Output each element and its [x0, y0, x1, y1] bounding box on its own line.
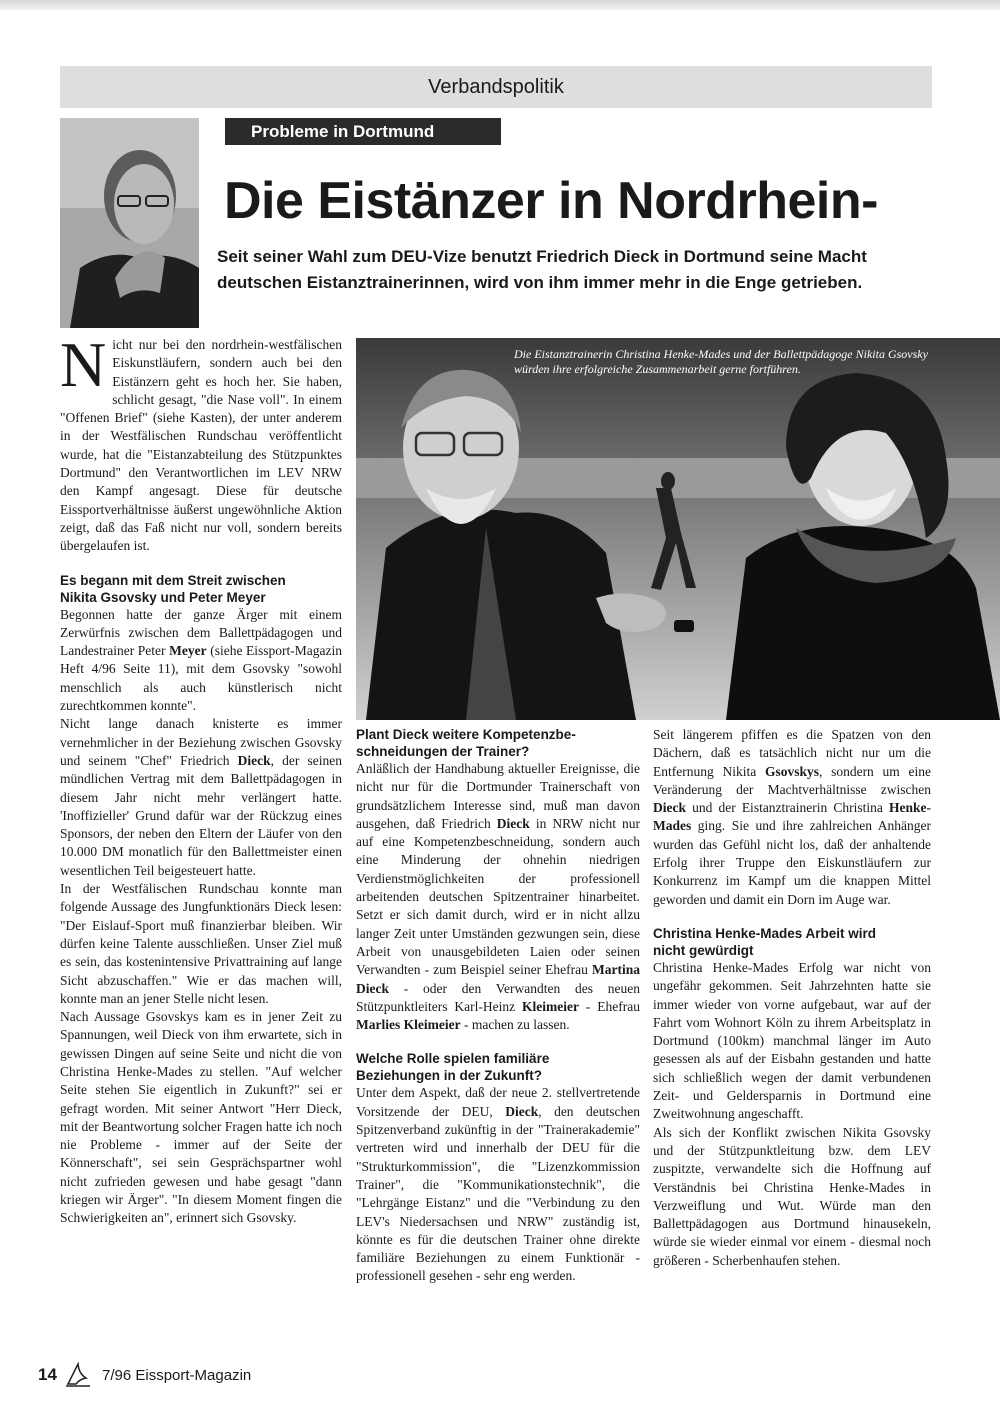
body-text: und der Eistanztrainerin Christina: [686, 800, 889, 816]
body-paragraph: [60, 606, 342, 716]
subheading-line: Nikita Gsovsky und Peter Meyer: [60, 589, 266, 605]
body-paragraph: [60, 715, 342, 880]
eissport-logo-icon: [64, 1362, 92, 1388]
subheading: [653, 925, 931, 959]
page-number: 14: [38, 1365, 57, 1384]
bold-name: Marlies Kleimeier: [356, 1017, 461, 1033]
article-column-1: [60, 336, 342, 1356]
subheading-line: Christina Henke-Mades Arbeit wird: [653, 925, 877, 941]
subheading-line: Plant Dieck weitere Kompetenzbe-: [356, 727, 576, 742]
body-text: - oder den Verwandten des neuen Stützpunktleiters Karl-Heinz: [356, 980, 640, 1014]
body-text: Anläßlich der Handhabung aktueller Ereignisse, die nicht nur für die Dortmunder Trainerschaft von grundsätzlichem Interesse sind, muß man davon ausgehen, daß Friedrich: [356, 761, 640, 831]
subheading: [356, 726, 640, 760]
deck-line: Seit seiner Wahl zum DEU-Vize benutzt Friedrich Dieck in Dortmund seine Macht: [217, 247, 867, 266]
bold-name: Kleimeier: [522, 998, 579, 1014]
subheading-line: Beziehungen in der Zukunft?: [356, 1068, 542, 1084]
photo-caption: Die Eistanztrainerin Christina Henke-Mades und der Ballettpädagoge Nikita Gsovsky würden ihre erfolgreiche Zusammenarbeit gerne fortführen.: [514, 347, 928, 376]
body-text: - machen zu lassen.: [460, 1017, 570, 1033]
bold-name: Henke-Mades: [653, 800, 931, 834]
intro-text: icht nur bei den nordrhein-westfälischen Eiskunstläufern, sondern auch bei den Eistänzern geht es hoch her. Sie haben, schlicht gesagt, "die Nase voll". In einem "Offenen Brief" (siehe Kasten), der unter anderem in der Westfälischen Rundschau veröffentlicht wurde, hat die "Eistanzabteilung des Stützpunktes Dortmund" den Verantwortlichen im LEV NRW den Kampf angesagt. Diese für deutsche Eissportverhältnisse äußerst ungewöhnliche Aktion zeigt, daß das Faß nicht nur voll, sondern bereits übergelaufen ist.: [60, 337, 342, 554]
subheading-line: schneidungen der Trainer?: [356, 744, 530, 759]
intro-paragraph: [60, 336, 342, 556]
body-paragraph: Christina Henke-Mades Erfolg war nicht von ungefähr gekommen. Seit Jahrzehnten hatte sie immer wieder von vorne aufgebaut, war auf der Fahrt vom Wohnort Köln zu ihrem Arbeitsplatz in Dortmund (100km) manchmal länger im Auto gesessen als auf der Eisbahn gestanden und hatte sich schließlich wegen der damit verbundenen Zeit- und Geldersparnis in Dortmund eine Zweitwohnung angeschafft.: [653, 959, 931, 1122]
body-paragraph: In der Westfälischen Rundschau konnte man folgende Aussage des Jungfunktionärs Dieck lesen: "Der Eislauf-Sport muß finanzierbar bleiben. Wir dürfen keine Talente ausschließen. Unser Ziel muß es sein, das kostenintensive Privattraining auf lange Sicht abzuschaffen." Wie er das machen will, konnte man an jener Stelle nicht lesen.: [60, 881, 342, 1006]
body-text: Nicht lange danach knisterte es immer vernehmlicher in der Beziehung zwischen Gsovsky und seinem "Chef" Friedrich: [60, 716, 342, 768]
body-text: Begonnen hatte der ganze Ärger mit einem Zerwürfnis zwischen dem Ballettpädagogen und Landestrainer Peter: [60, 606, 342, 659]
body-paragraph: [653, 726, 931, 909]
body-paragraph: Als sich der Konflikt zwischen Nikita Gsovsky und der Stützpunktleitung bzw. dem LEV zuspitzte, verwandelte sich die Hoffnung auf Verständnis bei Christina Henke-Mades in Verzweiflung und Wut. Würde man den Ballettpädagogen aus Dortmund hinausekeln, würde sie wieder einmal vor einem - diesmal noch größeren - Scherbenhaufen stehen.: [653, 1124, 931, 1268]
topic-badge: Probleme in Dortmund: [225, 118, 501, 145]
bold-name: Dieck: [653, 800, 686, 816]
bold-name: Martina Dieck: [356, 962, 640, 996]
author-portrait-photo: [60, 118, 199, 328]
article-column-2: [356, 726, 640, 1346]
article-photo: [356, 338, 1000, 720]
issue-label: 7/96 Eissport-Magazin: [102, 1367, 252, 1384]
article-column-3: [653, 726, 931, 1346]
body-text: ging. Sie und ihre zahlreichen Anhänger wurden das Gefühl nicht los, daß der anhaltende Erfolg ihrer Truppe den Eiskunstläufern zur Konkurrenz im Kampf um die knappen Mittel geworden und damit ein Dorn im Auge war.: [653, 818, 931, 907]
section-rubric: [60, 66, 932, 108]
body-text: , der seinen mündlichen Vertrag mit dem Ballettpädagogen in diesem Jahr nicht mehr verlängert hatte. 'Inoffizieller' Grund dafür war der Rückzug eines Sponsors, der neben den Eltern der Läufer von den 10.000 DM monatlich für den Ballettmeister einen wesentlichen Teil beigesteuert hatte.: [60, 752, 342, 878]
deck-line: deutschen Eistanztrainerinnen, wird von ihm immer mehr in die Enge getrieben.: [217, 273, 863, 292]
article-headline: Die Eistänzer in Nordrhein-: [224, 172, 878, 230]
body-text: , sondern um eine Veränderung der Machtverhältnisse zwischen: [653, 763, 931, 797]
subheading: [356, 1050, 640, 1084]
top-edge-strip: [0, 0, 1000, 10]
body-text: , den deutschen Spitzenverband zukünftig in der "Trainerakademie" vertreten wird und innerhalb der DEU für die "Strukturkommission", die "Lizenzkommission Trainer", die "Kommunikationstechnik", die "Lehrgänge Eistanz" und die "Verbindung zu den LEV's Niedersachsen und NRW" zuständig ist, könnte es für die deutschen Trainer ohne direkte familiäre Beziehungen zu einem Funktionär - professionell gesehen - sehr eng werden.: [356, 1103, 640, 1284]
body-paragraph: Nach Aussage Gsovskys kam es in jener Zeit zu Spannungen, weil Dieck von ihm erwartete, sich in gewissen Dingen auf seine Seite und nicht die von Christina Henke-Mades zu stellen. "Auf welcher Seite stehen Sie eigentlich in Zukunft?" sei er gefragt worden. Mit seiner Antwort "Herr Dieck, mit der Beantwortung solcher Fragen hatte ich noch nie Probleme - immer auf der Seite der Könnerschaft", sei sein Gesprächspartner wohl nicht zufrieden gewesen und habe gesagt "dann kriegen wir Ärger". "In diesem Moment fingen die Schwierigkeiten an", erinnert sich Gsovsky.: [60, 1009, 342, 1226]
body-paragraph: [356, 1084, 640, 1285]
body-text: Seit längerem pfiffen es die Spatzen von den Dächern, daß es tatsächlich nicht nur um die Entfernung Nikita: [653, 727, 931, 779]
section-rubric-label: Verbandspolitik: [428, 76, 564, 98]
subheading-line: Welche Rolle spielen familiäre: [356, 1051, 550, 1067]
bold-name: Meyer: [169, 643, 207, 659]
bold-name: Dieck: [505, 1103, 539, 1119]
bold-name: Dieck: [237, 752, 271, 768]
photo-image: [356, 338, 1000, 720]
subheading-line: Es begann mit dem Streit zwischen: [60, 572, 286, 588]
body-text: (siehe Eissport-Magazin Heft 4/96 Seite 11), mit dem Gsovsky "sowohl menschlich als auch künstlerisch nicht zurechtkommen konnte".: [60, 643, 342, 714]
bold-name: Gsovskys: [764, 763, 819, 779]
body-paragraph: [356, 760, 640, 1034]
portrait-image: [60, 118, 199, 328]
subheading-line: nicht gewürdigt: [653, 942, 754, 958]
drop-cap: N: [60, 336, 107, 400]
article-deck: [217, 244, 1000, 300]
body-text: Unter dem Aspekt, daß der neue 2. stellvertretende Vorsitzende der DEU,: [356, 1085, 640, 1119]
subheading: [60, 572, 342, 606]
body-text: - Ehefrau: [578, 998, 640, 1014]
bold-name: Dieck: [496, 815, 530, 831]
body-text: in NRW nicht nur auf eine Kompetenzbeschneidung, sondern auch eine Minderung der ohnehin niedrigen Verdienstmöglichkeiten der professionell arbeitenden deutschen Spitzentrainer hinarbeitet. Setzt er sich damit durch, wird er in nicht allzu langer Zeit unter Umständen gezwungen sein, diese Arbeit von unausgebildeten Laien oder seinen Verwandten - zum Beispiel seiner Ehefrau: [356, 815, 640, 978]
